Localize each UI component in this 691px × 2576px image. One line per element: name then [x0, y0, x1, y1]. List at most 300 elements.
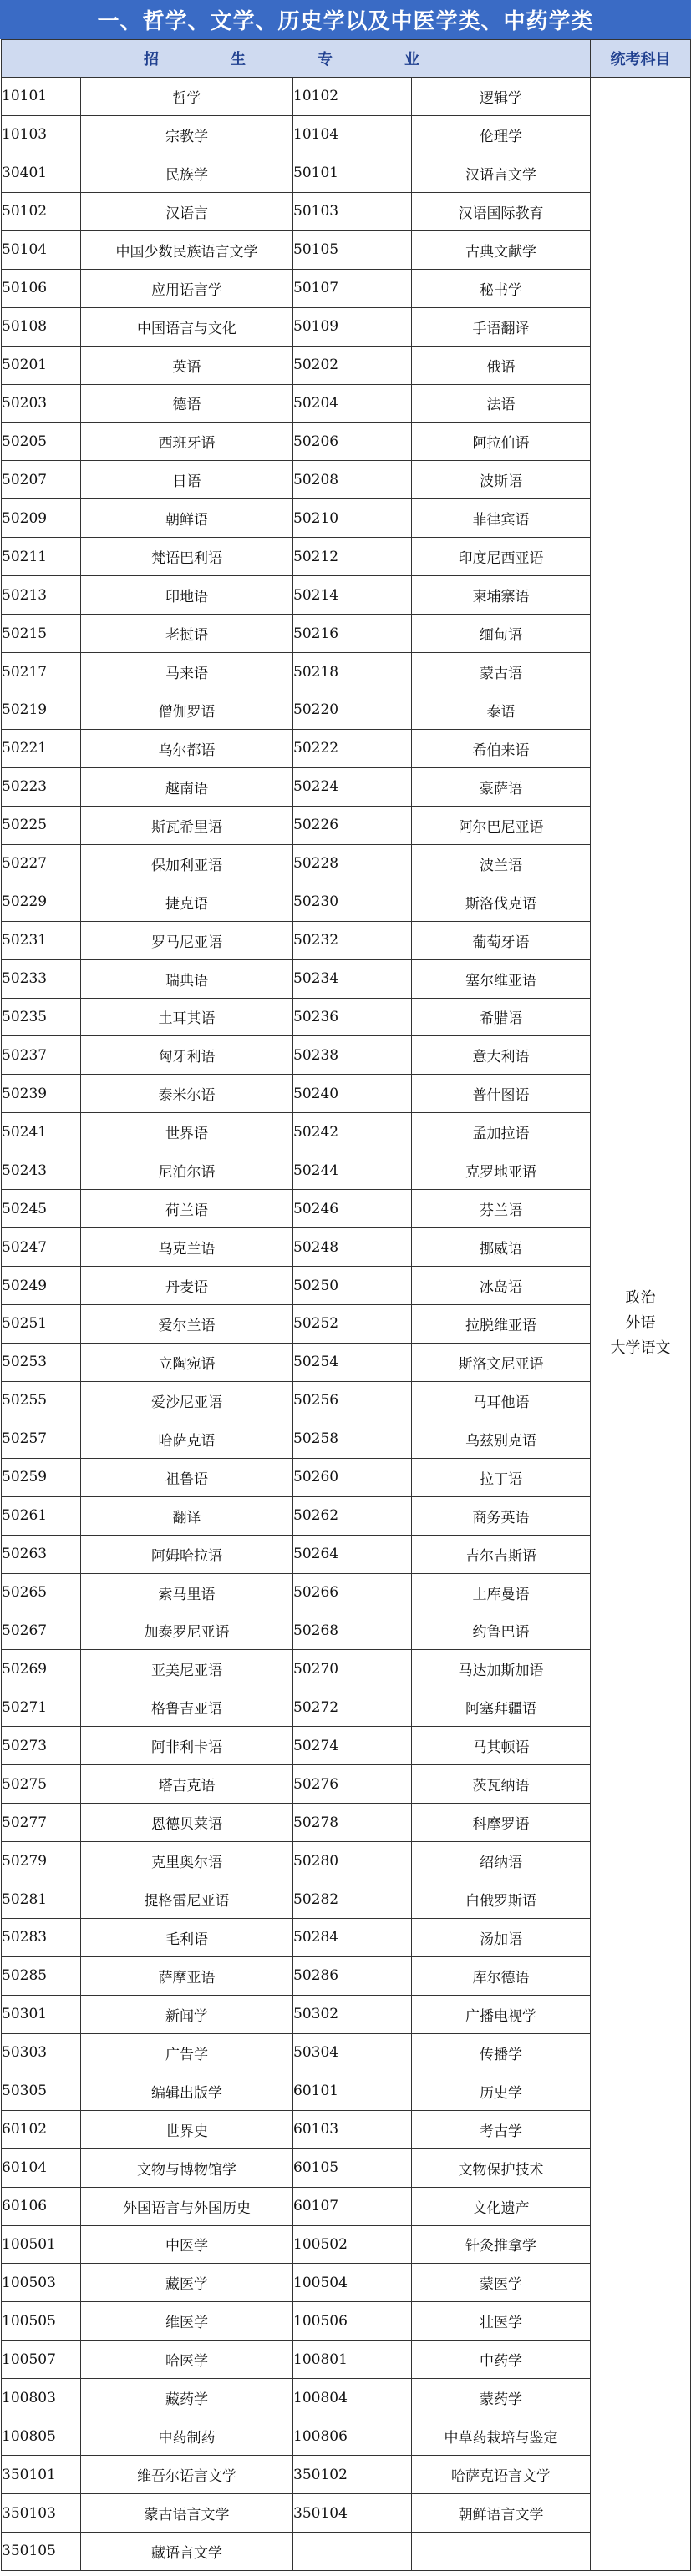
major-code-cell: 50284: [293, 1919, 412, 1957]
major-code-cell: 50102: [2, 192, 81, 230]
major-code-cell: 50204: [293, 384, 412, 423]
major-code-cell: 50235: [2, 998, 81, 1036]
major-name-cell: 泰米尔语: [81, 1075, 293, 1113]
major-name-cell: 印度尼西亚语: [412, 538, 591, 576]
major-name-cell: 广告学: [81, 2033, 293, 2072]
major-name-cell: 中医学: [81, 2225, 293, 2264]
major-name-cell: 哈萨克语言文学: [412, 2456, 591, 2494]
major-code-cell: 50245: [2, 1190, 81, 1228]
major-name-cell: 秘书学: [412, 269, 591, 307]
major-code-cell: 50218: [293, 653, 412, 691]
table-row: [2, 691, 691, 730]
major-name-cell: 世界语: [81, 1113, 293, 1151]
major-code-cell: 100506: [293, 2302, 412, 2341]
major-code-cell: 50263: [2, 1535, 81, 1573]
major-name-cell: 越南语: [81, 767, 293, 806]
majors-header: 招 生 专 业: [2, 40, 591, 78]
major-code-cell: 50226: [293, 806, 412, 844]
major-code-cell: 50225: [2, 806, 81, 844]
table-row: [2, 1190, 691, 1228]
major-code-cell: 50210: [293, 499, 412, 538]
table-row: [2, 1305, 691, 1344]
major-code-cell: 50223: [2, 767, 81, 806]
major-code-cell: 50269: [2, 1650, 81, 1688]
major-name-cell: 白俄罗斯语: [412, 1880, 591, 1919]
major-name-cell: 马来语: [81, 653, 293, 691]
table-row: [2, 1919, 691, 1957]
major-code-cell: 350105: [2, 2533, 81, 2571]
table-row: [2, 423, 691, 461]
major-name-cell: 萨摩亚语: [81, 1956, 293, 1995]
major-name-cell: 意大利语: [412, 1036, 591, 1075]
table-row: [2, 230, 691, 269]
major-code-cell: 50267: [2, 1612, 81, 1650]
table-row: [2, 1727, 691, 1765]
major-name-cell: 泰语: [412, 691, 591, 730]
major-code-cell: 350103: [2, 2494, 81, 2533]
exam-subjects-cell: [591, 78, 691, 2571]
major-code-cell: 50240: [293, 1075, 412, 1113]
major-code-cell: 50234: [293, 959, 412, 998]
major-code-cell: 50285: [2, 1956, 81, 1995]
major-name-cell: 亚美尼亚语: [81, 1650, 293, 1688]
major-code-cell: 50229: [2, 883, 81, 921]
major-code-cell: 50280: [293, 1842, 412, 1880]
table-row: [2, 1573, 691, 1612]
table-row: [2, 2110, 691, 2148]
major-name-cell: 瑞典语: [81, 959, 293, 998]
major-name-cell: 波兰语: [412, 844, 591, 883]
major-name-cell: 斯洛文尼亚语: [412, 1343, 591, 1381]
major-name-cell: 汉语言文学: [412, 154, 591, 192]
major-name-cell: 印地语: [81, 576, 293, 615]
major-code-cell: 50101: [293, 154, 412, 192]
table-row: [2, 1650, 691, 1688]
major-code-cell: 50261: [2, 1496, 81, 1535]
table-row: [2, 1381, 691, 1420]
table-row: [2, 844, 691, 883]
major-code-cell: 50273: [2, 1727, 81, 1765]
table-row: [2, 2456, 691, 2494]
major-code-cell: 50212: [293, 538, 412, 576]
major-name-cell: 中国少数民族语言文学: [81, 230, 293, 269]
table-row: [2, 1343, 691, 1381]
major-code-cell: 50247: [2, 1228, 81, 1267]
major-code-cell: 50256: [293, 1381, 412, 1420]
major-name-cell: 荷兰语: [81, 1190, 293, 1228]
exam-subjects-header: 统考科目: [591, 40, 691, 78]
table-row: [2, 959, 691, 998]
major-name-cell: 英语: [81, 346, 293, 384]
major-name-cell: 库尔德语: [412, 1956, 591, 1995]
major-name-cell: 加泰罗尼亚语: [81, 1612, 293, 1650]
major-name-cell: 缅甸语: [412, 615, 591, 653]
major-code-cell: 50281: [2, 1880, 81, 1919]
major-code-cell: 50255: [2, 1381, 81, 1420]
table-row: [2, 1688, 691, 1727]
major-name-cell: 文化遗产: [412, 2187, 591, 2225]
major-name-cell: 阿塞拜疆语: [412, 1688, 591, 1727]
major-code-cell: 50262: [293, 1496, 412, 1535]
table-body: [2, 78, 691, 2571]
major-name-cell: 尼泊尔语: [81, 1151, 293, 1190]
major-name-cell: 斯瓦希里语: [81, 806, 293, 844]
table-row: [2, 2148, 691, 2187]
major-name-cell: 蒙药学: [412, 2379, 591, 2417]
major-code-cell: 50274: [293, 1727, 412, 1765]
major-code-cell: 50231: [2, 921, 81, 959]
table-row: [2, 2264, 691, 2302]
major-name-cell: 乌兹别克语: [412, 1420, 591, 1458]
major-code-cell: 50107: [293, 269, 412, 307]
major-name-cell: 德语: [81, 384, 293, 423]
table-row: [2, 1075, 691, 1113]
major-name-cell: 商务英语: [412, 1496, 591, 1535]
table-row: [2, 2187, 691, 2225]
major-code-cell: 50265: [2, 1573, 81, 1612]
table-row: [2, 1267, 691, 1305]
table-row: [2, 192, 691, 230]
table-row: [2, 78, 691, 116]
table-row: [2, 2072, 691, 2110]
table-row: [2, 2341, 691, 2379]
major-code-cell: 50232: [293, 921, 412, 959]
major-code-cell: 100803: [2, 2379, 81, 2417]
major-name-cell: 针灸推拿学: [412, 2225, 591, 2264]
major-name-cell: 中草药栽培与鉴定: [412, 2417, 591, 2456]
major-name-cell: 哈萨克语: [81, 1420, 293, 1458]
major-name-cell: 丹麦语: [81, 1267, 293, 1305]
major-name-cell: 古典文献学: [412, 230, 591, 269]
table-row: [2, 307, 691, 346]
table-row: [2, 1458, 691, 1496]
major-name-cell: 新闻学: [81, 1995, 293, 2033]
major-name-cell: 塔吉克语: [81, 1765, 293, 1804]
major-code-cell: 50104: [2, 230, 81, 269]
major-name-cell: 蒙古语: [412, 653, 591, 691]
major-name-cell: 老挝语: [81, 615, 293, 653]
major-name-cell: 柬埔寨语: [412, 576, 591, 615]
table-row: [2, 384, 691, 423]
exam-subject: 大学语文: [610, 1339, 671, 1358]
major-name-cell: 俄语: [412, 346, 591, 384]
major-name-cell: 冰岛语: [412, 1267, 591, 1305]
major-name-cell: 芬兰语: [412, 1190, 591, 1228]
table-row: [2, 615, 691, 653]
major-name-cell: 绍纳语: [412, 1842, 591, 1880]
major-name-cell: 拉脱维亚语: [412, 1305, 591, 1344]
table-row: [2, 767, 691, 806]
major-name-cell: 广播电视学: [412, 1995, 591, 2033]
major-code-cell: 10104: [293, 115, 412, 154]
table-row: [2, 729, 691, 767]
table-row: [2, 1228, 691, 1267]
major-name-cell: 葡萄牙语: [412, 921, 591, 959]
table-row: [2, 2033, 691, 2072]
major-name-cell: 拉丁语: [412, 1458, 591, 1496]
major-code-cell: 50208: [293, 461, 412, 499]
major-name-cell: 朝鲜语: [81, 499, 293, 538]
major-code-cell: 50220: [293, 691, 412, 730]
major-code-cell: 50216: [293, 615, 412, 653]
major-name-cell: 恩德贝莱语: [81, 1804, 293, 1842]
major-name-cell: 克里奥尔语: [81, 1842, 293, 1880]
table-row: [2, 1995, 691, 2033]
exam-subject: 政治: [625, 1289, 656, 1308]
major-code-cell: 50233: [2, 959, 81, 998]
major-code-cell: 50221: [2, 729, 81, 767]
major-code-cell: 50109: [293, 307, 412, 346]
major-code-cell: 50244: [293, 1151, 412, 1190]
table-row: [2, 154, 691, 192]
major-name-cell: 藏语言文学: [81, 2533, 293, 2571]
major-name-cell: 菲律宾语: [412, 499, 591, 538]
major-code-cell: 50257: [2, 1420, 81, 1458]
table-row: [2, 461, 691, 499]
major-code-cell: 50254: [293, 1343, 412, 1381]
major-name-cell: 藏药学: [81, 2379, 293, 2417]
major-name-cell: 普什图语: [412, 1075, 591, 1113]
major-code-cell: 50275: [2, 1765, 81, 1804]
major-code-cell: 50278: [293, 1804, 412, 1842]
major-code-cell: 100801: [293, 2341, 412, 2379]
major-name-cell: 考古学: [412, 2110, 591, 2148]
major-name-cell: 壮医学: [412, 2302, 591, 2341]
major-code-cell: 10103: [2, 115, 81, 154]
table-row: [2, 269, 691, 307]
major-name-cell: [412, 2533, 591, 2571]
major-name-cell: 传播学: [412, 2033, 591, 2072]
major-name-cell: 哲学: [81, 78, 293, 116]
major-name-cell: 僧伽罗语: [81, 691, 293, 730]
table-row: [2, 806, 691, 844]
major-name-cell: 马其顿语: [412, 1727, 591, 1765]
major-name-cell: 历史学: [412, 2072, 591, 2110]
table-row: [2, 2225, 691, 2264]
major-name-cell: 吉尔吉斯语: [412, 1535, 591, 1573]
major-code-cell: 10101: [2, 78, 81, 116]
table-row: [2, 998, 691, 1036]
major-code-cell: 50241: [2, 1113, 81, 1151]
major-code-cell: 50249: [2, 1267, 81, 1305]
major-name-cell: 逻辑学: [412, 78, 591, 116]
major-code-cell: 50209: [2, 499, 81, 538]
major-code-cell: 60105: [293, 2148, 412, 2187]
major-code-cell: 50211: [2, 538, 81, 576]
major-code-cell: 50253: [2, 1343, 81, 1381]
major-name-cell: 乌尔都语: [81, 729, 293, 767]
major-code-cell: 60103: [293, 2110, 412, 2148]
major-code-cell: 50302: [293, 1995, 412, 2033]
table-row: [2, 1535, 691, 1573]
major-name-cell: 民族学: [81, 154, 293, 192]
major-code-cell: 50205: [2, 423, 81, 461]
major-code-cell: 50207: [2, 461, 81, 499]
table-row: [2, 1496, 691, 1535]
table-row: [2, 1765, 691, 1804]
major-code-cell: 50252: [293, 1305, 412, 1344]
major-name-cell: 希腊语: [412, 998, 591, 1036]
major-code-cell: 50217: [2, 653, 81, 691]
major-name-cell: 中国语言与文化: [81, 307, 293, 346]
major-name-cell: 日语: [81, 461, 293, 499]
major-code-cell: 50242: [293, 1113, 412, 1151]
table-row: [2, 1113, 691, 1151]
major-code-cell: 50271: [2, 1688, 81, 1727]
table-row: [2, 346, 691, 384]
table-row: [2, 1420, 691, 1458]
major-code-cell: 100806: [293, 2417, 412, 2456]
major-name-cell: 马达加斯加语: [412, 1650, 591, 1688]
major-name-cell: 文物与博物馆学: [81, 2148, 293, 2187]
major-code-cell: 50222: [293, 729, 412, 767]
major-name-cell: 索马里语: [81, 1573, 293, 1612]
major-code-cell: 60104: [2, 2148, 81, 2187]
table-row: [2, 1880, 691, 1919]
major-code-cell: 50277: [2, 1804, 81, 1842]
table-row: [2, 883, 691, 921]
major-code-cell: 50201: [2, 346, 81, 384]
major-code-cell: 100501: [2, 2225, 81, 2264]
major-name-cell: 手语翻译: [412, 307, 591, 346]
major-code-cell: [293, 2533, 412, 2571]
major-code-cell: 50259: [2, 1458, 81, 1496]
table-row: [2, 2533, 691, 2571]
major-code-cell: 50206: [293, 423, 412, 461]
major-name-cell: 茨瓦纳语: [412, 1765, 591, 1804]
major-name-cell: 格鲁吉亚语: [81, 1688, 293, 1727]
major-code-cell: 50264: [293, 1535, 412, 1573]
major-code-cell: 50270: [293, 1650, 412, 1688]
page-title: 一、哲学、文学、历史学以及中医学类、中药学类: [0, 0, 691, 39]
major-code-cell: 50243: [2, 1151, 81, 1190]
major-name-cell: 伦理学: [412, 115, 591, 154]
major-name-cell: 土耳其语: [81, 998, 293, 1036]
table-row: [2, 1804, 691, 1842]
major-code-cell: 100503: [2, 2264, 81, 2302]
major-code-cell: 50214: [293, 576, 412, 615]
major-name-cell: 挪威语: [412, 1228, 591, 1267]
major-code-cell: 50305: [2, 2072, 81, 2110]
major-name-cell: 阿拉伯语: [412, 423, 591, 461]
table-row: [2, 1612, 691, 1650]
major-code-cell: 50103: [293, 192, 412, 230]
major-code-cell: 50227: [2, 844, 81, 883]
major-code-cell: 50238: [293, 1036, 412, 1075]
major-name-cell: 土库曼语: [412, 1573, 591, 1612]
major-code-cell: 350101: [2, 2456, 81, 2494]
major-name-cell: 毛利语: [81, 1919, 293, 1957]
major-code-cell: 50286: [293, 1956, 412, 1995]
major-name-cell: 保加利亚语: [81, 844, 293, 883]
major-code-cell: 50105: [293, 230, 412, 269]
major-name-cell: 外国语言与外国历史: [81, 2187, 293, 2225]
major-name-cell: 提格雷尼亚语: [81, 1880, 293, 1919]
major-code-cell: 100502: [293, 2225, 412, 2264]
major-name-cell: 克罗地亚语: [412, 1151, 591, 1190]
major-code-cell: 50202: [293, 346, 412, 384]
major-name-cell: 豪萨语: [412, 767, 591, 806]
major-code-cell: 60101: [293, 2072, 412, 2110]
major-name-cell: 约鲁巴语: [412, 1612, 591, 1650]
major-name-cell: 科摩罗语: [412, 1804, 591, 1842]
major-code-cell: 60107: [293, 2187, 412, 2225]
major-code-cell: 50230: [293, 883, 412, 921]
major-name-cell: 梵语巴利语: [81, 538, 293, 576]
major-code-cell: 50236: [293, 998, 412, 1036]
major-name-cell: 斯洛伐克语: [412, 883, 591, 921]
major-name-cell: 维吾尔语言文学: [81, 2456, 293, 2494]
major-name-cell: 立陶宛语: [81, 1343, 293, 1381]
major-name-cell: 匈牙利语: [81, 1036, 293, 1075]
table-row: [2, 499, 691, 538]
exam-subject: 外语: [625, 1314, 656, 1333]
major-name-cell: 爱沙尼亚语: [81, 1381, 293, 1420]
major-code-cell: 50228: [293, 844, 412, 883]
major-code-cell: 50266: [293, 1573, 412, 1612]
major-name-cell: 法语: [412, 384, 591, 423]
major-name-cell: 维医学: [81, 2302, 293, 2341]
major-name-cell: 编辑出版学: [81, 2072, 293, 2110]
table-row: [2, 1842, 691, 1880]
major-code-cell: 100507: [2, 2341, 81, 2379]
major-code-cell: 10102: [293, 78, 412, 116]
major-name-cell: 世界史: [81, 2110, 293, 2148]
major-code-cell: 50239: [2, 1075, 81, 1113]
major-code-cell: 60102: [2, 2110, 81, 2148]
major-code-cell: 50106: [2, 269, 81, 307]
table-row: [2, 2494, 691, 2533]
major-code-cell: 50237: [2, 1036, 81, 1075]
major-code-cell: 50260: [293, 1458, 412, 1496]
table-row: [2, 576, 691, 615]
major-code-cell: 50215: [2, 615, 81, 653]
table-row: [2, 921, 691, 959]
major-code-cell: 50108: [2, 307, 81, 346]
major-name-cell: 蒙古语言文学: [81, 2494, 293, 2533]
major-code-cell: 50258: [293, 1420, 412, 1458]
major-name-cell: 文物保护技术: [412, 2148, 591, 2187]
major-code-cell: 50283: [2, 1919, 81, 1957]
table-row: [2, 2302, 691, 2341]
major-code-cell: 50279: [2, 1842, 81, 1880]
table-row: [2, 2379, 691, 2417]
table-row: [2, 115, 691, 154]
major-name-cell: 乌克兰语: [81, 1228, 293, 1267]
major-code-cell: 50272: [293, 1688, 412, 1727]
major-name-cell: 蒙医学: [412, 2264, 591, 2302]
major-code-cell: 50268: [293, 1612, 412, 1650]
major-code-cell: 100504: [293, 2264, 412, 2302]
major-name-cell: 阿姆哈拉语: [81, 1535, 293, 1573]
major-code-cell: 60106: [2, 2187, 81, 2225]
major-code-cell: 50303: [2, 2033, 81, 2072]
major-code-cell: 100804: [293, 2379, 412, 2417]
major-name-cell: 汉语国际教育: [412, 192, 591, 230]
major-code-cell: 50219: [2, 691, 81, 730]
major-name-cell: 中药学: [412, 2341, 591, 2379]
table-row: [2, 653, 691, 691]
table-row: [2, 538, 691, 576]
major-name-cell: 西班牙语: [81, 423, 293, 461]
major-code-cell: 50282: [293, 1880, 412, 1919]
table-row: [2, 1956, 691, 1995]
table-header-row: [2, 40, 691, 78]
major-name-cell: 汤加语: [412, 1919, 591, 1957]
major-code-cell: 50224: [293, 767, 412, 806]
table-row: [2, 2417, 691, 2456]
major-code-cell: 50250: [293, 1267, 412, 1305]
